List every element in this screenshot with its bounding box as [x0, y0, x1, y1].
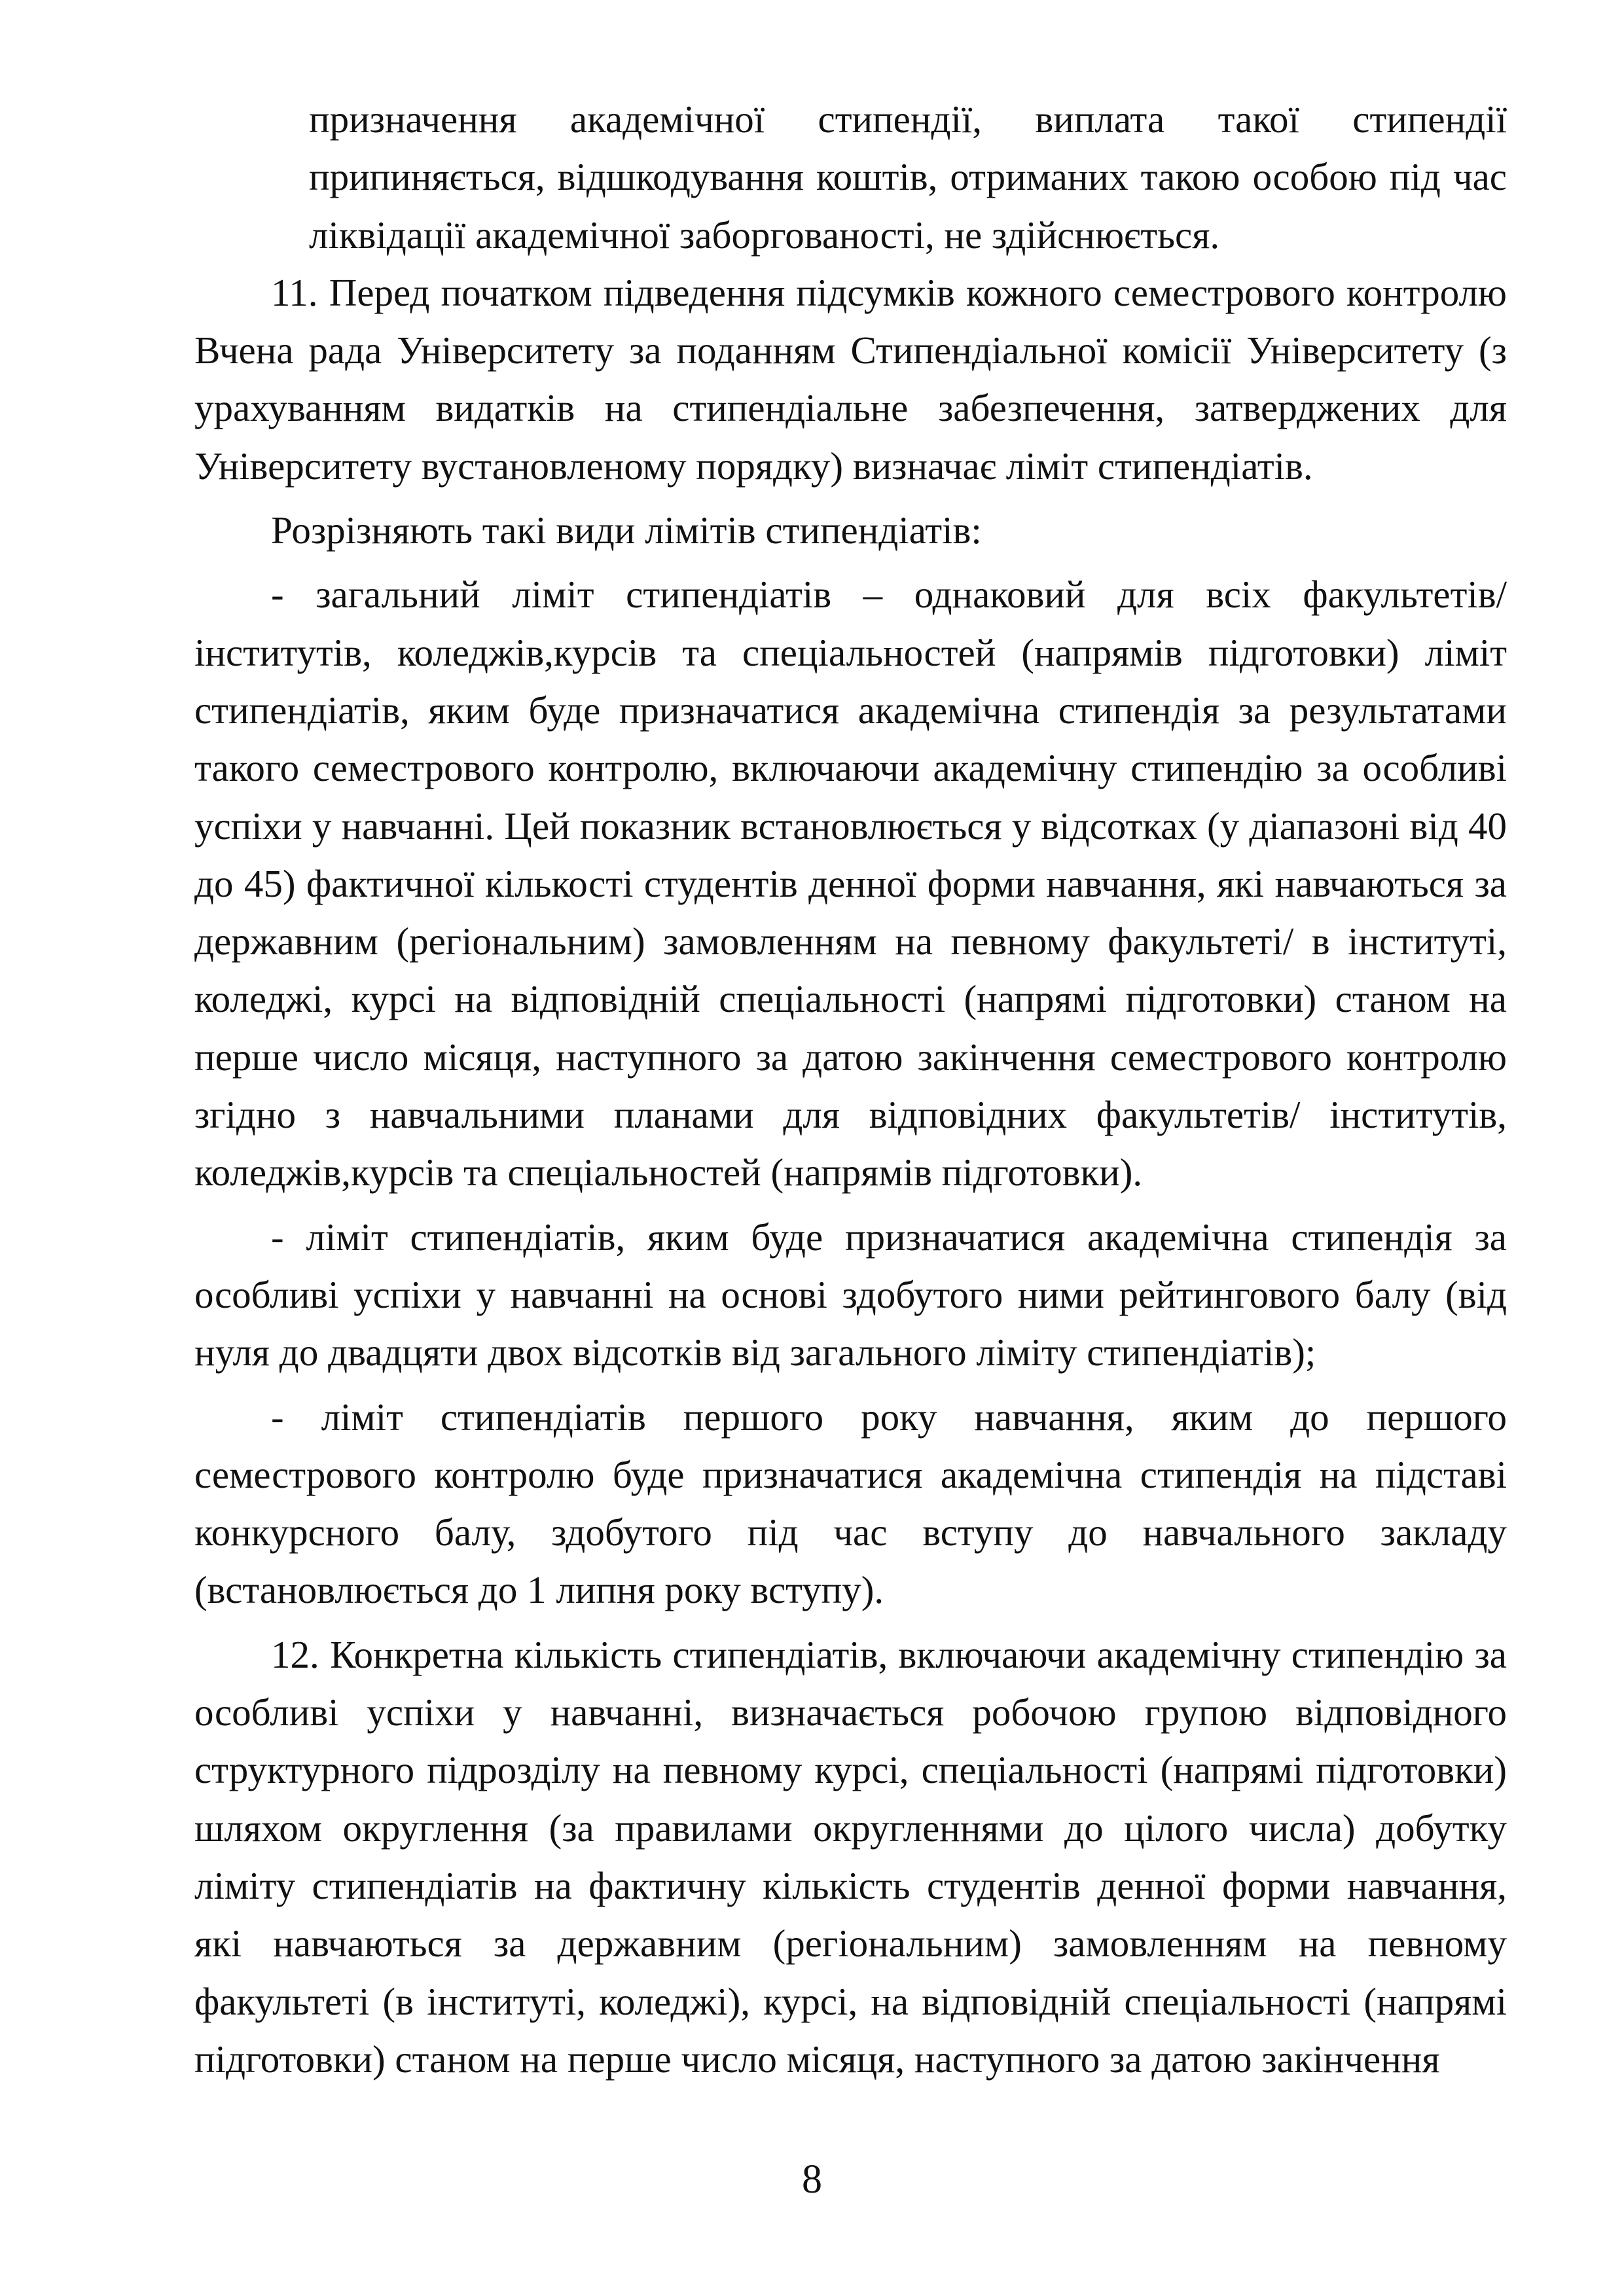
paragraph-limit-types-intro: Розрізняють такі види лімітів стипендіатів:: [271, 509, 982, 552]
paragraph-continuation: призначення академічної стипендії, виплата такої стипендії припиняється, відшкодування коштів, отриманих такою особою під час ліквідації академічної заборгованості, не здійснюється.: [309, 98, 1507, 257]
paragraph-item-11: 11. Перед початком підведення підсумків кожного семестрового контролю Вчена рада Університету за поданням Стипендіальної комісії Університету (з урахуванням видатків на стипендіальне забезпечення, затверджених для Університету вустановленому порядку) визначає ліміт стипендіатів.: [194, 270, 1507, 488]
page-number: 8: [802, 2157, 822, 2202]
paragraph-general-limit: - загальний ліміт стипендіатів – однаковий для всіх факультетів/ інститутів, коледжів,курсів та спеціальностей (напрямів підготовки) ліміт стипендіатів, яким буде призначатися академічна стипендія за результатами такого семестрового контролю, включаючи академічну стипендію за особливі успіхи у навчанні. Цей показник встановлюється у відсотках (у діапазоні від 40 до 45) фактичної кількості студентів денної форми навчання, які навчаються за державним (регіональним) замовленням на певному факультеті/ в інституті, коледжі, курсі на відповідній спеціальності (напрямі підготовки) станом на перше число місяця, наступного за датою закінчення семестрового контролю згідно з навчальними планами для відповідних факультетів/ інститутів, коледжів,курсів та спеціальностей (напрямів підготовки).: [194, 573, 1507, 1194]
paragraph-first-year-limit: - ліміт стипендіатів першого року навчання, яким до першого семестрового контролю буде призначатися академічна стипендія на підставі конкурсного балу, здобутого під час вступу до навчального закладу (встановлюється до 1 липня року вступу).: [194, 1395, 1507, 1612]
document-body: [194, 90, 1507, 2088]
paragraph-special-success-limit: - ліміт стипендіатів, яким буде призначатися академічна стипендія за особливі успіхи у навчанні на основі здобутого ними рейтингового балу (від нуля до двадцяти двох відсотків від загального ліміту стипендіатів);: [194, 1215, 1507, 1374]
paragraph-item-12: 12. Конкретна кількість стипендіатів, включаючи академічну стипендію за особливі успіхи у навчанні, визначається робочою групою відповідного структурного підрозділу на певному курсі, спеціальності (напрямі підготовки) шляхом округлення (за правилами округленнями до цілого числа) добутку ліміту стипендіатів на фактичну кількість студентів денної форми навчання, які навчаються за державним (регіональним) замовленням на певному факультеті (в інституті, коледжі), курсі, на відповідній спеціальності (напрямі підготовки) станом на перше число місяця, наступного за датою закінчення: [194, 1632, 1507, 2081]
